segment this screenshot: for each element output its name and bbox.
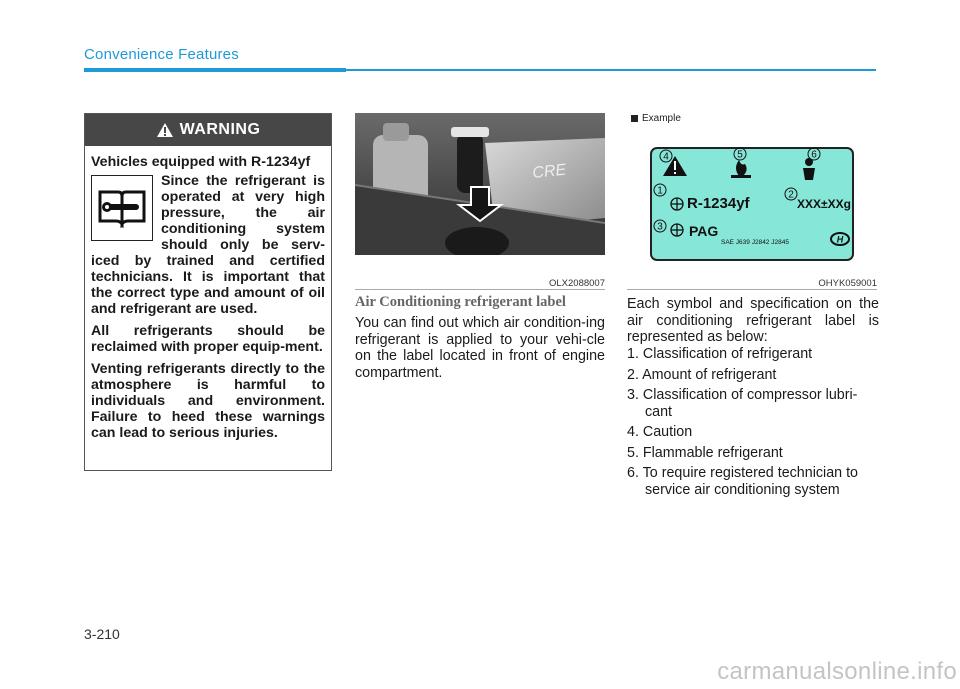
list-item: 5. Flammable refrigerant: [627, 444, 783, 461]
title-rule: [84, 68, 876, 72]
label-number-6: 6: [811, 149, 817, 161]
engine-compartment-photo: [355, 113, 605, 255]
list-item: 4. Caution: [627, 424, 693, 440]
photo-divider: [355, 289, 605, 290]
svg-text:CRE: CRE: [531, 161, 568, 182]
label-standards: SAE J639 J2842 J2845: [721, 239, 789, 246]
label-number-5: 5: [737, 149, 743, 161]
svg-text:H: H: [836, 234, 844, 245]
right-intro: Each symbol and specification on the air conditioning refrigerant label is represented as below:: [627, 296, 879, 345]
warning-label: WARNING: [179, 121, 261, 138]
owners-manual-wrench-icon: [91, 175, 153, 241]
warning-paragraph-1: Since the refrigerant is operated at very high pressure, the air conditioning system should only be serv-iced by trained and certified technicians. It is important that the correct type and amount of oil and refrigerant are used.: [91, 173, 325, 317]
square-bullet-icon: [631, 115, 638, 122]
label-refrigerant: R-1234yf: [687, 195, 750, 212]
middle-paragraph: You can find out which air condition-ing refrigerant is applied to your vehi-cle on the label located in front of engine compartment.: [355, 315, 605, 381]
warning-triangle-icon: [156, 122, 174, 138]
warning-box: [84, 113, 332, 471]
label-oil: PAG: [689, 223, 719, 239]
label-image-code: OHYK059001: [818, 278, 877, 289]
list-item: 2. Amount of refrigerant: [627, 366, 777, 383]
warning-header: [85, 114, 331, 146]
list-item: 6. To require registered technician to service air conditioning system: [627, 465, 859, 498]
label-divider: [627, 289, 877, 290]
page-number: 3-210: [84, 626, 120, 642]
symbol-list: [627, 346, 879, 502]
list-item: 3. Classification of compressor lubri-cant: [627, 387, 858, 420]
label-number-1: 1: [657, 185, 663, 197]
warning-paragraph-3: Venting refrigerants directly to the atmosphere is harmful to individuals and environment. Failure to heed these warnings can lead to serious injuries.: [91, 361, 325, 441]
warning-title: Vehicles equipped with R-1234yf: [91, 154, 311, 170]
photo-code: OLX2088007: [549, 278, 605, 289]
label-number-3: 3: [657, 221, 663, 233]
warning-paragraph-2: All refrigerants should be reclaimed with proper equip-ment.: [91, 323, 325, 355]
list-item: 1. Classification of refrigerant: [627, 346, 813, 362]
label-amount: XXX±XXg: [797, 197, 851, 211]
section-title: Convenience Features: [84, 46, 239, 63]
sub-heading: Air Conditioning refrigerant label: [355, 294, 566, 310]
watermark: carmanualsonline.info: [717, 658, 957, 685]
example-note: [631, 113, 681, 124]
label-number-2: 2: [788, 189, 794, 201]
example-label: Example: [642, 113, 681, 124]
label-number-4: 4: [663, 151, 669, 163]
warning-body: [91, 154, 325, 447]
refrigerant-label-image: [627, 128, 877, 275]
